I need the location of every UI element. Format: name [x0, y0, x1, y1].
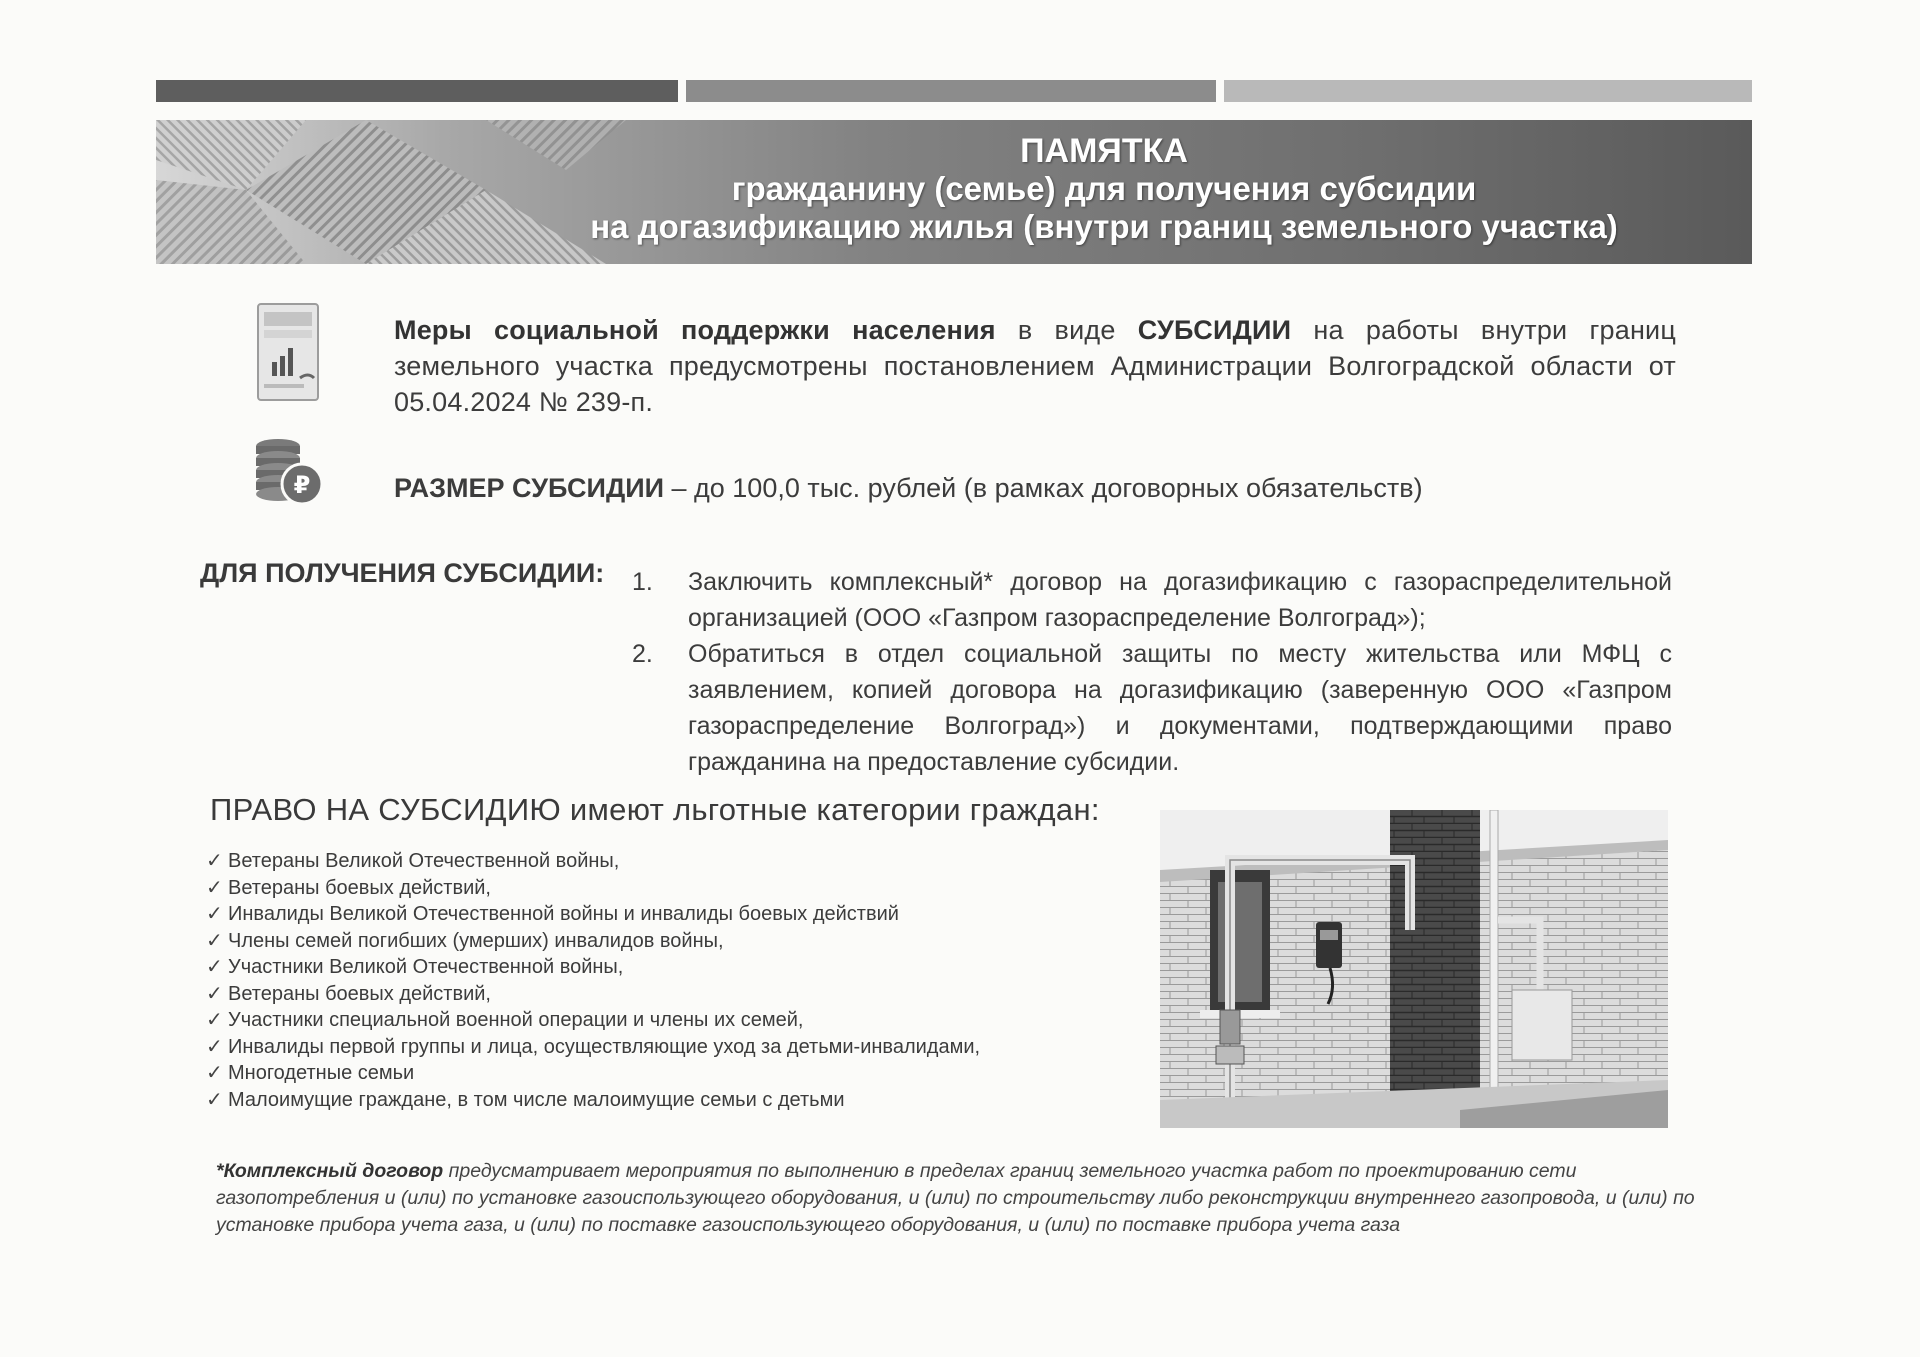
- check-icon: ✓: [206, 1009, 223, 1031]
- footnote: [216, 1158, 1696, 1239]
- step-item: [632, 636, 1672, 780]
- step-number: 1.: [632, 568, 653, 596]
- intro-text-2: на работы внутри границ земельного участка предусмотрены постановлением Администрации Волгоградской области от 05.04.2024 № 239-п.: [394, 315, 1676, 417]
- list-item: [206, 928, 1106, 955]
- how-to-label: ДЛЯ ПОЛУЧЕНИЯ СУБСИДИИ:: [200, 558, 605, 588]
- list-item: [206, 1087, 1106, 1114]
- list-item: [206, 981, 1106, 1008]
- check-icon: ✓: [206, 982, 223, 1005]
- top-stripe-dark: [156, 80, 678, 102]
- top-stripe-light: [1224, 80, 1752, 102]
- step-text: Обратиться в отдел социальной защиты по месту жительства или МФЦ с заявлением, копией договора на догазификацию (заверенную ООО «Газпром газораспределение Волгоград») и документами, подтверждающими право гражданина на предоставление субсидии.: [688, 640, 1672, 776]
- check-icon: ✓: [206, 903, 223, 925]
- document-chart-icon: [250, 300, 330, 410]
- list-item: [206, 954, 1106, 981]
- category-text: Ветераны боевых действий,: [228, 982, 491, 1005]
- category-text: Малоимущие граждане, в том числе малоимущие семьи с детьми: [228, 1088, 845, 1111]
- memo-subtitle-line1: гражданину (семье) для получения субсидии: [731, 170, 1477, 207]
- step-item: [632, 564, 1672, 636]
- list-item: [206, 875, 1106, 902]
- category-text: Ветераны Великой Отечественной войны,: [228, 850, 620, 872]
- rights-title: ПРАВО НА СУБСИДИЮ имеют льготные категории граждан:: [210, 792, 1100, 827]
- step-number: 2.: [632, 640, 653, 668]
- check-icon: ✓: [206, 929, 223, 952]
- top-stripe-mid: [686, 80, 1216, 102]
- header-banner: [156, 120, 1752, 264]
- list-item: [206, 848, 1106, 875]
- list-item: [206, 901, 1106, 928]
- memo-subtitle-line2: на догазификацию жилья (внутри границ земельного участка): [590, 208, 1618, 245]
- house-gas-pipe-photo: [1160, 810, 1668, 1128]
- category-text: Участники Великой Отечественной войны,: [228, 956, 624, 978]
- intro-bold-subsidy: СУБСИДИИ: [1137, 315, 1292, 345]
- intro-text-1: в виде: [995, 315, 1138, 345]
- subsidy-size-label: РАЗМЕР СУБСИДИИ: [394, 473, 664, 503]
- check-icon: ✓: [206, 956, 223, 978]
- check-icon: ✓: [206, 850, 223, 872]
- category-text: Ветераны боевых действий,: [228, 876, 491, 899]
- step-text: Заключить комплексный* договор на догазификацию с газораспределительной организацией (ООО «Газпром газораспределение Волгоград»);: [688, 568, 1672, 632]
- category-text: Члены семей погибших (умерших) инвалидов войны,: [228, 929, 724, 952]
- intro-bold-measures: Меры социальной поддержки населения: [394, 315, 996, 345]
- banner-titles: [516, 132, 1692, 246]
- intro-paragraph: [394, 312, 1676, 420]
- list-item: [206, 1060, 1106, 1087]
- list-item: [206, 1034, 1106, 1061]
- eligible-categories-list: [206, 848, 1106, 1113]
- category-text: Инвалиды Великой Отечественной войны и инвалиды боевых действий: [228, 903, 899, 925]
- category-text: Инвалиды первой группы и лица, осуществляющие уход за детьми-инвалидами,: [228, 1035, 981, 1058]
- memo-title: ПАМЯТКА: [1020, 132, 1188, 170]
- footnote-text: предусматривает мероприятия по выполнению в пределах границ земельного участка работ по проектированию сети газопотребления и (или) по установке газоиспользующего оборудования, и (или) по строительству либо реконструкции внутреннего газопровода, и (или) по установке прибора учета газа, и (или) по поставке газоиспользующего оборудования, и (или) по поставке прибора учета газа: [216, 1160, 1695, 1236]
- check-icon: ✓: [206, 1062, 223, 1084]
- category-text: Многодетные семьи: [228, 1062, 415, 1084]
- check-icon: ✓: [206, 1088, 223, 1111]
- coin-stack-ruble-icon: [250, 432, 330, 512]
- category-text: Участники специальной военной операции и члены их семей,: [228, 1009, 804, 1031]
- check-icon: ✓: [206, 876, 223, 899]
- subsidy-size-text: – до 100,0 тыс. рублей (в рамках договорных обязательств): [664, 473, 1423, 503]
- subsidy-size-line: [394, 470, 1694, 506]
- check-icon: ✓: [206, 1035, 223, 1058]
- steps-list: [632, 564, 1672, 780]
- svg-text:₽: ₽: [293, 471, 311, 499]
- list-item: [206, 1007, 1106, 1034]
- footnote-bold: *Комплексный договор: [216, 1160, 444, 1182]
